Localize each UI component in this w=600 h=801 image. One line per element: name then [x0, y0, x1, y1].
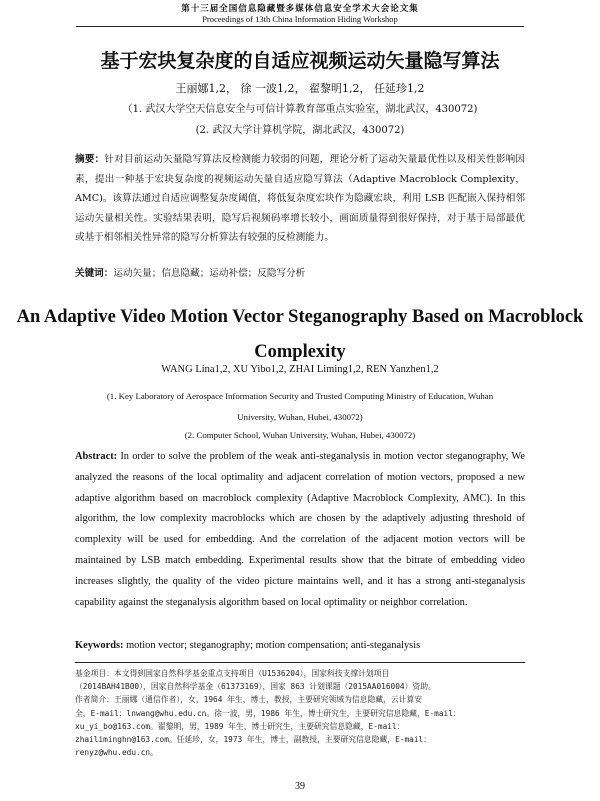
affiliation-cn-1: （1. 武汉大学空天信息安全与可信计算教育部重点实验室，湖北武汉，430072) — [122, 104, 478, 115]
proceedings-header-en: Proceedings of 13th China Information Hiding Workshop — [202, 14, 398, 24]
affiliation-cn-2: (2. 武汉大学计算机学院，湖北武汉，430072) — [195, 125, 405, 136]
footnote-line: xu_yi_bo@163.com。翟黎明，男，1989 年生，博士研究生，主要研究信息隐藏，E-mail： — [75, 721, 405, 731]
footnote-line: zhailiminghn@163.com。任延珍，女，1973 年生，博士，副教授，主要研究信息隐藏，E-mail： — [75, 735, 432, 745]
keywords-en — [75, 640, 525, 651]
paper-title-en: An Adaptive Video Motion Vector Steganography Based on Macroblock Complexity — [16, 307, 584, 362]
affiliation-en-2: (2. Computer School, Wuhan University, Wuhan, Hubei, 430072) — [184, 430, 416, 440]
footnote — [75, 667, 527, 759]
abstract-cn-label: 摘要： — [75, 154, 105, 165]
abstract-cn — [75, 150, 525, 248]
footnote-line: （2014BAH41B00），国家自然科学基金（61373169），国家 863 计划课题（2015AA016004）资助。 — [75, 682, 436, 692]
abstract-en — [75, 447, 525, 613]
proceedings-header-cn: 第十三届全国信息隐藏暨多媒体信息安全学术大会论文集 — [181, 4, 419, 14]
header-rule — [76, 26, 524, 27]
footnote-line: 全，E-mail：lnwang@whu.edu.cn。徐一波，男，1986 年生，博士研究生，主要研究信息隐藏，E-mail： — [75, 708, 461, 718]
affiliation-en-1: (1. Key Laboratory of Aerospace Information Security and Trusted Computing Ministry of Education, Wuhan University, Wuhan, Hubei, 430072) — [106, 391, 494, 422]
abstract-en-text: In order to solve the problem of the weak anti-steganalysis in motion vector steganography, We analyzed the reasons of the local optimality and adjacent correlation of motion vectors, proposed a new adaptive algorithm based on macroblock complexity (Adaptive Macroblock Complexity, AMC). In this algorithm, the low complexity macroblocks which are chosen by the adaptively adjusting threshold of complexity will be used for embedding. And the correlation of the adjacent motion vectors will be maintained by LSB match embedding. Experimental results show that the bitrate of embedding video increases slightly, the quality of the video picture maintains well, and it has a strong anti-steganalysis capability against the steganalysis algorithm based on local optimality or neighbor correlation. — [75, 451, 525, 608]
paper-title-cn: 基于宏块复杂度的自适应视频运动矢量隐写算法 — [100, 50, 500, 72]
footnote-line: renyz@whu.edu.cn。 — [75, 748, 158, 758]
keywords-cn-text: 运动矢量；信息隐藏；运动补偿；反隐写分析 — [113, 268, 306, 279]
footnote-line: 基金项目：本文得到国家自然科学基金重点支持项目（U1536204），国家科技支撑计划项目 — [75, 669, 390, 678]
authors-en: WANG Lina1,2, XU Yibo1,2, ZHAI Liming1,2, REN Yanzhen1,2 — [161, 364, 439, 375]
keywords-en-text: motion vector; steganography; motion compensation; anti-steganalysis — [126, 640, 421, 651]
abstract-cn-text: 针对目前运动矢量隐写算法反检测能力较弱的问题，理论分析了运动矢量最优性以及相关性影响因素，提出一种基于宏块复杂度的视频运动矢量自适应隐写算法（Adaptive Macroblock Complexity，AMC)。该算法通过自适应调整复杂度阈值，将低复杂度宏块作为隐藏宏块，利用 LSB 匹配嵌入保持相邻运动矢量相关性。实验结果表明，隐写后视频码率增长较小，画面质量得到很好保持，对于基于局部最优或基于相邻相关性异常的隐写分析算法有较强的反检测能力。 — [75, 154, 526, 243]
page-number: 39 — [295, 781, 305, 792]
keywords-en-label: Keywords: — [75, 640, 124, 651]
authors-cn: 王丽娜1,2， 徐 一波1,2， 翟黎明1,2， 任延珍1,2 — [175, 82, 425, 95]
keywords-cn-label: 关键词： — [75, 268, 114, 279]
abstract-en-label: Abstract: — [75, 451, 118, 462]
footnote-rule — [75, 662, 525, 663]
footnote-line: 作者简介：王丽娜（通信作者），女，1964 年生，博士，教授，主要研究领域为信息隐藏，云计算安 — [75, 695, 423, 705]
keywords-cn — [75, 265, 525, 279]
